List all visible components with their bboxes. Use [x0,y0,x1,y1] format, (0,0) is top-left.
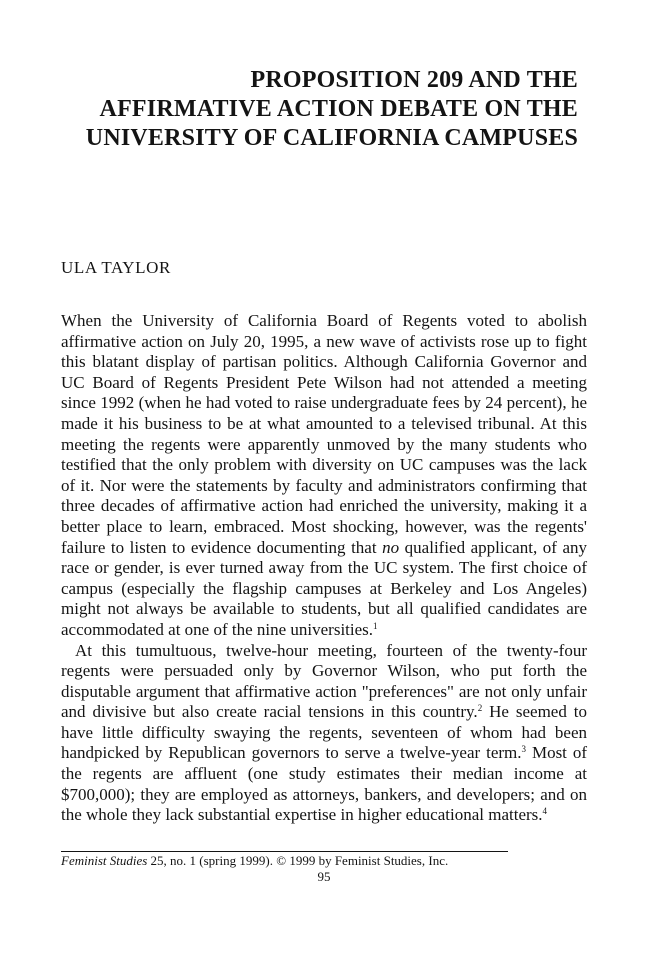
footnote-ref-1[interactable]: 1 [373,620,378,631]
footnote-ref-3[interactable]: 3 [521,744,527,755]
title-line-3: UNIVERSITY OF CALIFORNIA CAMPUSES [85,125,578,151]
paragraph-2-text-a: At this tumultuous, twelve-hour meeting, fourteen of the twenty-four regents were persuaded only by Governor Wilson, who put forth the disputable argument that affirmative action "preferences" are not only unfair and divisive but also create racial tensions in this country. [61,640,587,722]
paragraph-1-text-b: qualified applicant, of any race or gender, is ever turned away from the UC system. The first choice of campus (especially the flagship campuses at Berkeley and Los Angeles) might not always be available to students, but all qualified candidates are accommodated at one of the nine universities. [61,537,587,639]
author-name: ULA TAYLOR [61,258,171,277]
footer-rule [61,851,508,852]
footnote-ref-2[interactable]: 2 [477,703,483,714]
paragraph-2-text-c: Most of the regents are affluent (one study estimates their median income at $700,000); they are employed as attorneys, bankers, and developers; and on the whole they lack substantial expertise in higher educational matters. [61,743,588,825]
paragraph-1-text-a: When the University of California Board of Regents voted to abolish affirmative action on July 20, 1995, a new wave of activists rose up to fight this blatant display of partisan politics. Although California Governor and UC Board of Regents President Pete Wilson had not attended a meeting since 1992 (when he had voted to raise undergraduate fees by 24 percent), he made it his business to be at what amounted to a televised tribunal. At this meeting the regents were apparently unmoved by the many students who testified that the only problem with diversity on UC campuses was the lack of it. Nor were the statements by faculty and administrators confirming that three decades of affirmative action had enriched the university, making it a better place to learn, embraced. Most shocking, however, was the regents' failure to listen to evidence documenting that [61,311,587,557]
emphasis-no: no [382,537,400,557]
body-paragraph-1 [61,311,587,641]
citation-details: 25, no. 1 (spring 1999). © 1999 by Feminist Studies, Inc. [150,853,449,868]
journal-name: Feminist Studies [61,853,148,868]
page-number: 95 [317,869,331,884]
body-paragraph-2 [61,641,587,826]
journal-citation [61,853,448,868]
article-body [61,311,587,826]
title-line-1: PROPOSITION 209 AND THE [250,67,578,93]
footnote-ref-4[interactable]: 4 [542,806,548,817]
paragraph-2-text-b: He seemed to have little difficulty swaying the regents, seventeen of whom had been handpicked by Republican governors to serve a twelve-year term. [61,702,587,763]
title-line-2: AFFIRMATIVE ACTION DEBATE ON THE [99,96,578,122]
article-title [60,66,612,153]
